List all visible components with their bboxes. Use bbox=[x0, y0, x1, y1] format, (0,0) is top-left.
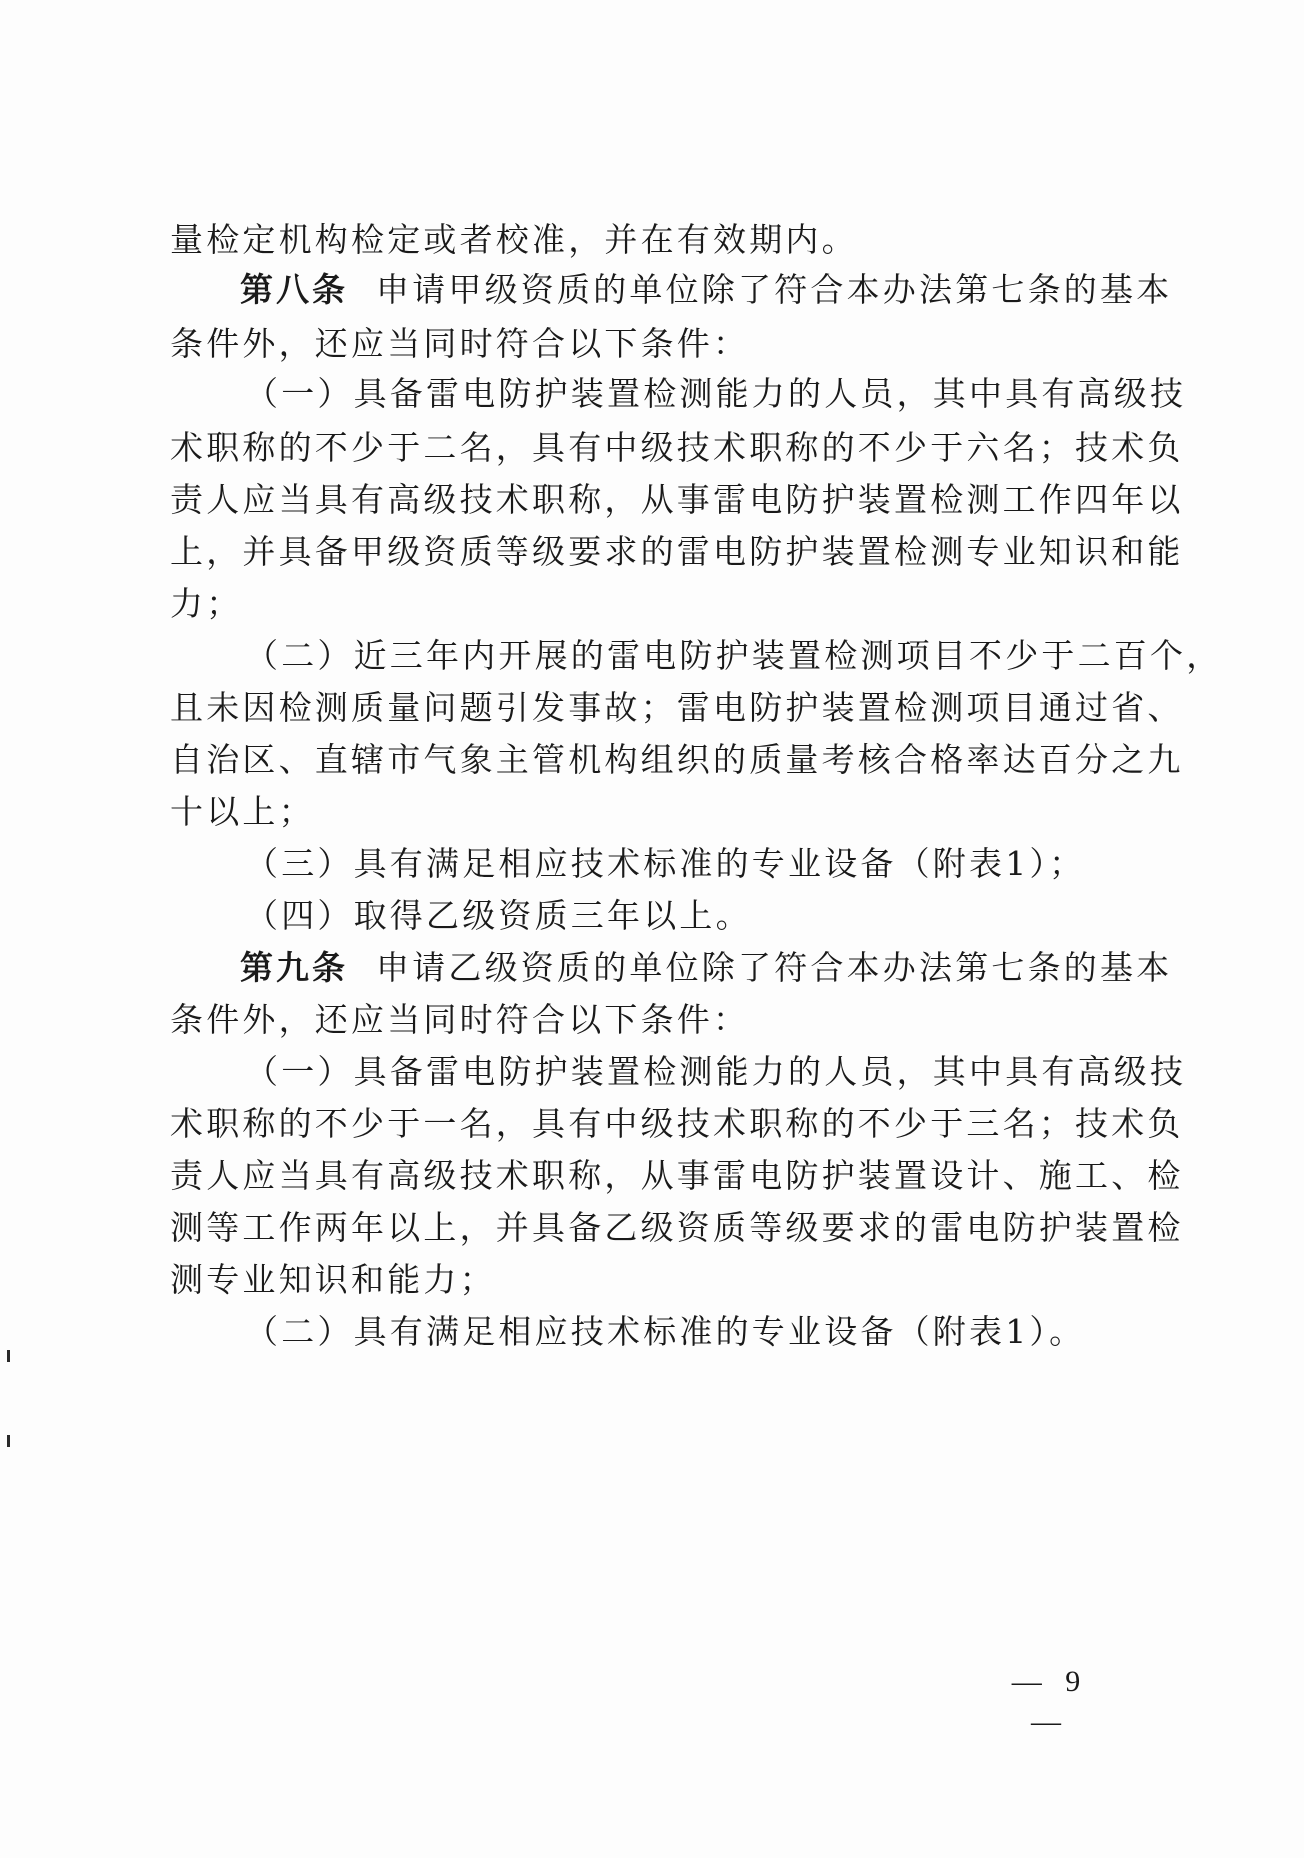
article-8-text: 申请甲级资质的单位除了符合本办法第七条的基本 bbox=[376, 270, 1173, 309]
text-line: 力； bbox=[170, 584, 243, 623]
text-line: （三）具有满足相应技术标准的专业设备（附表1）； bbox=[245, 844, 1086, 883]
text-line: （一）具备雷电防护装置检测能力的人员，其中具有高级技 bbox=[245, 1052, 1187, 1091]
scan-mark bbox=[7, 1350, 10, 1362]
text-line: 量检定机构检定或者校准，并在有效期内。 bbox=[170, 220, 858, 259]
text-line: 且未因检测质量问题引发事故；雷电防护装置检测项目通过省、 bbox=[170, 688, 1184, 727]
text-line: 十以上； bbox=[170, 792, 315, 831]
text-line: 术职称的不少于一名，具有中级技术职称的不少于三名；技术负 bbox=[170, 1104, 1184, 1143]
article-9-title: 第九条 bbox=[240, 948, 348, 987]
page-number: — 9 — bbox=[1011, 1665, 1089, 1738]
text-line: 上，并具备甲级资质等级要求的雷电防护装置检测专业知识和能 bbox=[170, 532, 1184, 571]
text-line: 条件外，还应当同时符合以下条件： bbox=[170, 324, 750, 363]
text-line: （四）取得乙级资质三年以上。 bbox=[245, 896, 752, 935]
text-line: 测专业知识和能力； bbox=[170, 1260, 496, 1299]
text-line: 测等工作两年以上，并具备乙级资质等级要求的雷电防护装置检 bbox=[170, 1208, 1184, 1247]
text-line: 条件外，还应当同时符合以下条件： bbox=[170, 1000, 750, 1039]
article-8-heading-line bbox=[240, 268, 1173, 312]
article-9-heading-line bbox=[240, 946, 1173, 990]
text-line: （二）近三年内开展的雷电防护装置检测项目不少于二百个， bbox=[245, 636, 1223, 675]
article-9-text: 申请乙级资质的单位除了符合本办法第七条的基本 bbox=[376, 948, 1173, 987]
text-line: （一）具备雷电防护装置检测能力的人员，其中具有高级技 bbox=[245, 374, 1187, 413]
text-line: 自治区、直辖市气象主管机构组织的质量考核合格率达百分之九 bbox=[170, 740, 1184, 779]
text-line: 责人应当具有高级技术职称，从事雷电防护装置设计、施工、检 bbox=[170, 1156, 1184, 1195]
article-8-title: 第八条 bbox=[240, 270, 348, 309]
scan-mark bbox=[7, 1435, 10, 1447]
text-line: （二）具有满足相应技术标准的专业设备（附表1）。 bbox=[245, 1312, 1086, 1351]
text-line: 责人应当具有高级技术职称，从事雷电防护装置检测工作四年以 bbox=[170, 480, 1184, 519]
text-line: 术职称的不少于二名，具有中级技术职称的不少于六名；技术负 bbox=[170, 428, 1184, 467]
